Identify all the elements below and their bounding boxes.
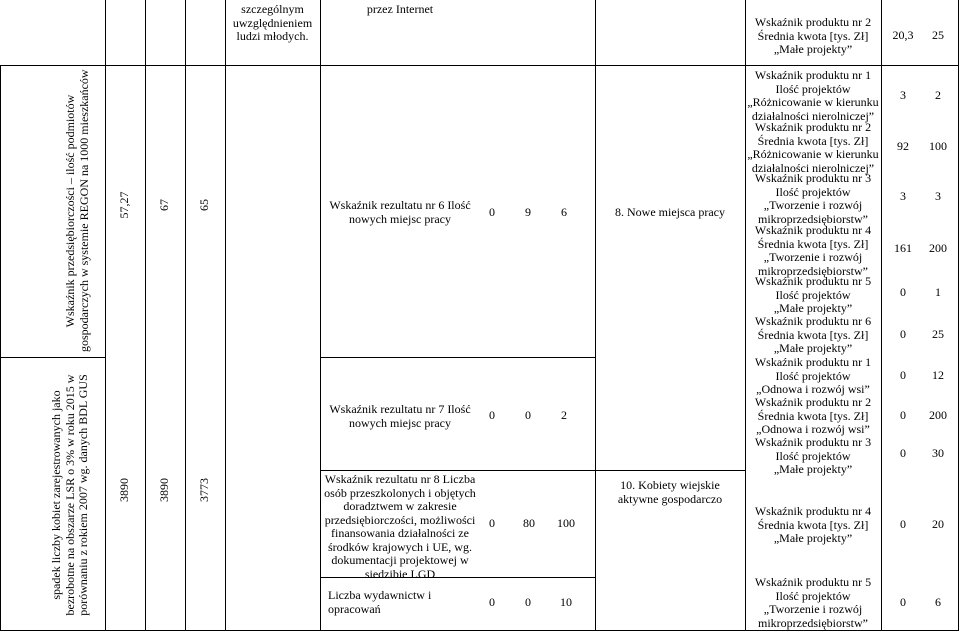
baseline-upper-3: 65 [197,199,211,211]
goal-10 [595,479,745,506]
result-8-line: Wskaźnik rezultatu nr 8 Liczba [324,472,476,486]
product-10 [745,505,881,546]
result-9-name [328,589,478,616]
product-7-v1: 0 [900,368,906,382]
result-8-line: doradztwem w zakresie [343,499,457,513]
product-line: „Tworzenie i rozwój [763,198,863,212]
top-col2-line: uwzględnieniem [232,15,313,30]
product-line: Wskaźnik produktu nr 4 [754,504,872,518]
indicator-unemployed-line: porównaniu z rokiem 2007 wg. danych BDL GUS [76,374,90,616]
product-2-v2: 100 [929,139,947,153]
product-line: „Odnowa i rozwój wsi” [756,382,870,396]
product-11-v1: 0 [900,595,906,609]
product-line: Wskaźnik produktu nr 4 [754,223,872,237]
indicator-regon-line: gospodarczych w systemie REGON na 1000 mieszkańców [76,69,91,352]
top-product-v2: 25 [932,28,944,42]
product-line: Ilość projektów [775,184,851,199]
product-line: Ilość projektów [775,448,851,463]
result-7-line: nowych miejsc pracy [349,415,451,430]
indicator-unemployed-line: bezrobotne na obszarze LSR o 3% w roku 2015 w [62,374,77,616]
indicator-unemployed-text [50,364,91,626]
product-line: „Różnicowanie w kierunku [747,95,879,109]
rule-res6-res7 [320,357,595,358]
rule-top-block [0,65,959,66]
product-8-v2: 200 [929,408,947,422]
product-1-v1: 3 [900,88,906,102]
baseline-lower-1: 3890 [117,478,131,502]
product-line: Wskaźnik produktu nr 1 [754,355,872,369]
top-col2-text [225,3,320,44]
top-col7-text: przez Internet [366,2,434,16]
product-3-v1: 3 [900,189,906,203]
product-1 [745,69,881,123]
product-8 [745,396,881,437]
product-line: Wskaźnik produktu nr 2 [754,120,872,134]
product-line: Wskaźnik produktu nr 3 [754,435,872,449]
col-line-6 [595,0,596,631]
goal-10-line: aktywne gospodarczo [617,491,723,506]
baseline-lower-3: 3773 [197,478,211,502]
result-9-v3: 10 [560,595,572,609]
product-line: Wskaźnik produktu nr 6 [754,314,872,328]
result-7-v3: 2 [561,408,567,422]
product-3-v2: 3 [935,189,941,203]
result-8-name [320,473,480,581]
product-line: Średnia kwota [tys. Zł] [757,408,869,423]
result-9-line: opracowań [328,601,381,616]
result-6-line: Wskaźnik rezultatu nr 6 Ilość [329,198,471,212]
result-8-v1: 0 [489,516,495,530]
product-5-v2: 1 [935,285,941,299]
result-8-v2: 80 [523,516,535,530]
product-line: mikroprzedsiębiorstw” [758,615,868,630]
product-line: „Tworzenie i rozwój [763,602,863,616]
product-10-v1: 0 [900,517,906,531]
baseline-upper-2: 67 [157,199,171,211]
result-8-line: finansowania działalności ze [331,526,469,540]
goal-8: 8. Nowe miejsca pracy [615,205,725,219]
product-4-v1: 161 [894,241,912,255]
product-line: Ilość projektów [775,368,851,383]
product-line: mikroprzedsiębiorstw” [758,263,868,278]
product-line: Wskaźnik produktu nr 2 [754,395,872,409]
product-7 [745,356,881,397]
product-9-v1: 0 [900,446,906,460]
product-11-v2: 6 [935,595,941,609]
product-1-v2: 2 [935,88,941,102]
result-8-line: siedzibie LGD [364,566,436,581]
product-line: mikroprzedsiębiorstw” [758,211,868,226]
product-5-v1: 0 [900,285,906,299]
product-7-v2: 12 [932,368,944,382]
product-line: działalności nierolniczej” [751,108,875,123]
product-4-v2: 200 [929,241,947,255]
product-line: Wskaźnik produktu nr 3 [754,171,872,185]
rule-res7-res8 [320,470,595,471]
product-line: Średnia kwota [tys. Zł] [757,517,869,532]
rule-col1-split [0,357,105,358]
product-line: Średnia kwota [tys. Zł] [757,327,869,342]
product-5 [745,275,881,316]
product-3 [745,172,881,226]
top-product-line: Średnia kwota [tys. Zł] [757,28,869,43]
result-6-name [320,199,480,226]
baseline-upper-1: 57,27 [117,191,131,219]
col-line-3 [185,0,186,631]
col-line-2 [145,0,146,631]
result-8-v3: 100 [557,516,575,530]
product-9-v2: 30 [932,446,944,460]
indicator-unemployed-line: spadek liczby kobiet zarejestrowanych jako [49,390,63,600]
top-product-line: Wskaźnik produktu nr 2 [754,15,872,29]
result-9-v2: 0 [525,595,531,609]
product-11 [745,576,881,630]
product-8-v1: 0 [900,408,906,422]
product-line: „Różnicowanie w kierunku [747,147,879,161]
col-line-8 [881,0,882,631]
product-line: Ilość projektów [775,81,851,96]
result-9-v1: 0 [489,595,495,609]
result-6-line: nowych miejsc pracy [349,211,451,226]
result-7-v2: 0 [525,408,531,422]
result-7-v1: 0 [489,408,495,422]
product-6-v1: 0 [900,327,906,341]
product-line: Wskaźnik produktu nr 5 [754,274,872,288]
baseline-lower-2: 3890 [157,478,171,502]
result-6-v3: 6 [561,205,567,219]
rule-goal-split [595,470,745,471]
product-line: działalności nierolniczej” [751,160,875,175]
result-6-v2: 9 [525,205,531,219]
result-6-v1: 0 [489,205,495,219]
goal-10-line: 10. Kobiety wiejskie [620,478,720,492]
result-9-line: Liczba wydawnictw i [328,588,432,602]
product-9 [745,436,881,477]
product-10-v2: 20 [932,517,944,531]
product-line: „Małe projekty” [773,301,853,315]
product-2 [745,121,881,175]
product-line: Średnia kwota [tys. Zł] [757,236,869,251]
indicator-regon-line: Wskaźnik przedsiębiorczości – ilość podmiotów [63,94,77,328]
top-col2-line: ludzi młodych. [236,29,309,43]
result-8-line: środków krajowych i UE, wg. [328,539,472,554]
product-4 [745,224,881,278]
product-line: Średnia kwota [tys. Zł] [757,133,869,148]
indicator-regon-text [64,70,91,352]
product-line: „Małe projekty” [773,462,853,476]
product-line: „Tworzenie i rozwój [763,250,863,264]
result-8-line: dokumentacji projektowej w [331,553,469,567]
col-line-1 [105,0,106,631]
product-6-v2: 25 [932,327,944,341]
col-line-4 [225,0,226,631]
product-line: „Małe projekty” [773,531,853,545]
product-2-v1: 92 [897,139,909,153]
top-product-text [745,16,881,57]
product-line: „Odnowa i rozwój wsi” [756,422,870,436]
result-7-line: Wskaźnik rezultatu nr 7 Ilość [329,402,471,416]
result-8-line: przedsiębiorczości, możliwości [324,512,476,527]
product-line: Ilość projektów [775,287,851,302]
result-8-line: osób przeszkolonych i objętych [324,485,476,500]
product-line: „Małe projekty” [773,341,853,355]
product-line: Wskaźnik produktu nr 5 [754,575,872,589]
col-line-0 [0,65,1,631]
top-product-v1: 20,3 [892,28,914,42]
result-7-name [320,403,480,430]
top-product-line: „Małe projekty” [773,42,853,56]
top-col2-line: szczególnym [241,2,304,16]
product-line: Ilość projektów [775,588,851,603]
product-line: Wskaźnik produktu nr 1 [754,68,872,82]
product-6 [745,315,881,356]
